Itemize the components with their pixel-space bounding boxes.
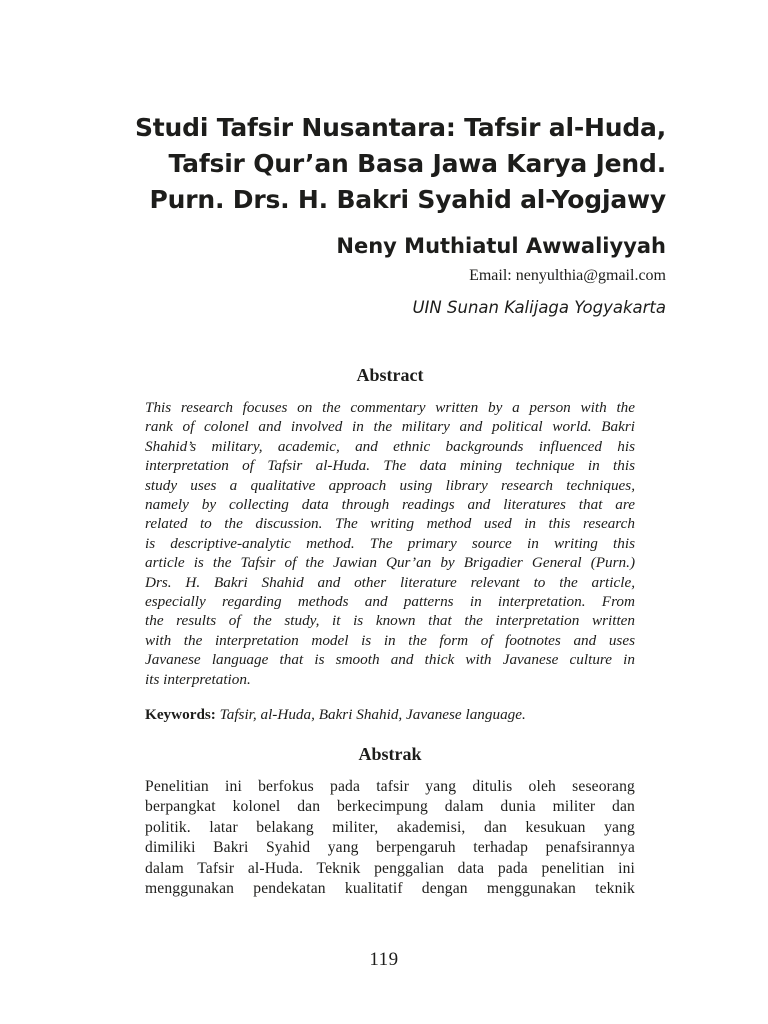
abstract-line: is descriptive-analytic method. The primary source in writing this [145, 534, 635, 552]
abstract-line: This research focuses on the commentary written by a person with the [145, 399, 635, 416]
abstrak-line: politik. latar belakang militer, akademisi, dan kesukuan yang [145, 818, 635, 836]
author-email: Email: nenyulthia@gmail.com [469, 267, 666, 284]
abstrak-line: berpangkat kolonel dan berkecimpung dalam dunia militer dan [145, 798, 635, 816]
author-name: Neny Muthiatul Awwaliyyah [336, 234, 666, 258]
abstrak-line: Penelitian ini berfokus pada tafsir yang ditulis oleh seseorang [145, 778, 635, 795]
keywords [145, 705, 635, 725]
abstract-line: Javanese language that is smooth and thick with Javanese culture in [145, 651, 635, 669]
abstract-line: especially regarding methods and patterns in interpretation. From [145, 593, 635, 611]
abstract-line: Shahid’s military, academic, and ethnic backgrounds influenced his [145, 437, 635, 455]
abstract-line: with the interpretation model is in the form of footnotes and uses [145, 631, 635, 649]
abstract-line: its interpretation. [145, 670, 251, 688]
abstrak-line: menggunakan pendekatan kualitatif dengan menggunakan teknik [145, 880, 635, 898]
abstract-line: study uses a qualitative approach using library research techniques, [145, 476, 635, 494]
article-title [100, 110, 666, 218]
keywords-label: Keywords: [145, 706, 216, 723]
abstract-line: Drs. H. Bakri Shahid and other literature relevant to the article, [145, 573, 635, 591]
abstract-line: article is the Tafsir of the Jawian Qur’an by Brigadier General (Purn.) [145, 554, 635, 572]
abstrak-line: dimiliki Bakri Syahid yang berpengaruh terhadap penafsirannya [145, 839, 635, 857]
abstract-line: related to the discussion. The writing method used in this research [145, 515, 635, 533]
abstrak-text [145, 777, 635, 899]
abstract-line: interpretation of Tafsir al-Huda. The data mining technique in this [145, 457, 635, 475]
abstrak-heading: Abstrak [358, 744, 422, 764]
keywords-text: Tafsir, al-Huda, Bakri Shahid, Javanese language. [215, 706, 526, 723]
abstrak-line: dalam Tafsir al-Huda. Teknik penggalian data pada penelitian ini [145, 859, 635, 877]
author-affiliation: UIN Sunan Kalijaga Yogyakarta [412, 298, 666, 317]
abstract-text [145, 398, 635, 689]
title-line: Tafsir Qur’an Basa Jawa Karya Jend. [168, 149, 666, 178]
title-line: Purn. Drs. H. Bakri Syahid al-Yogjawy [149, 185, 666, 214]
abstract-line: rank of colonel and involved in the military and political world. Bakri [145, 418, 635, 436]
abstract-heading: Abstract [356, 365, 424, 385]
abstract-line: namely by collecting data through readings and literatures that are [145, 496, 635, 514]
title-line: Studi Tafsir Nusantara: Tafsir al-Huda, [134, 113, 666, 142]
abstract-line: the results of the study, it is known that the interpretation written [145, 612, 635, 630]
page-number: 119 [369, 949, 399, 970]
